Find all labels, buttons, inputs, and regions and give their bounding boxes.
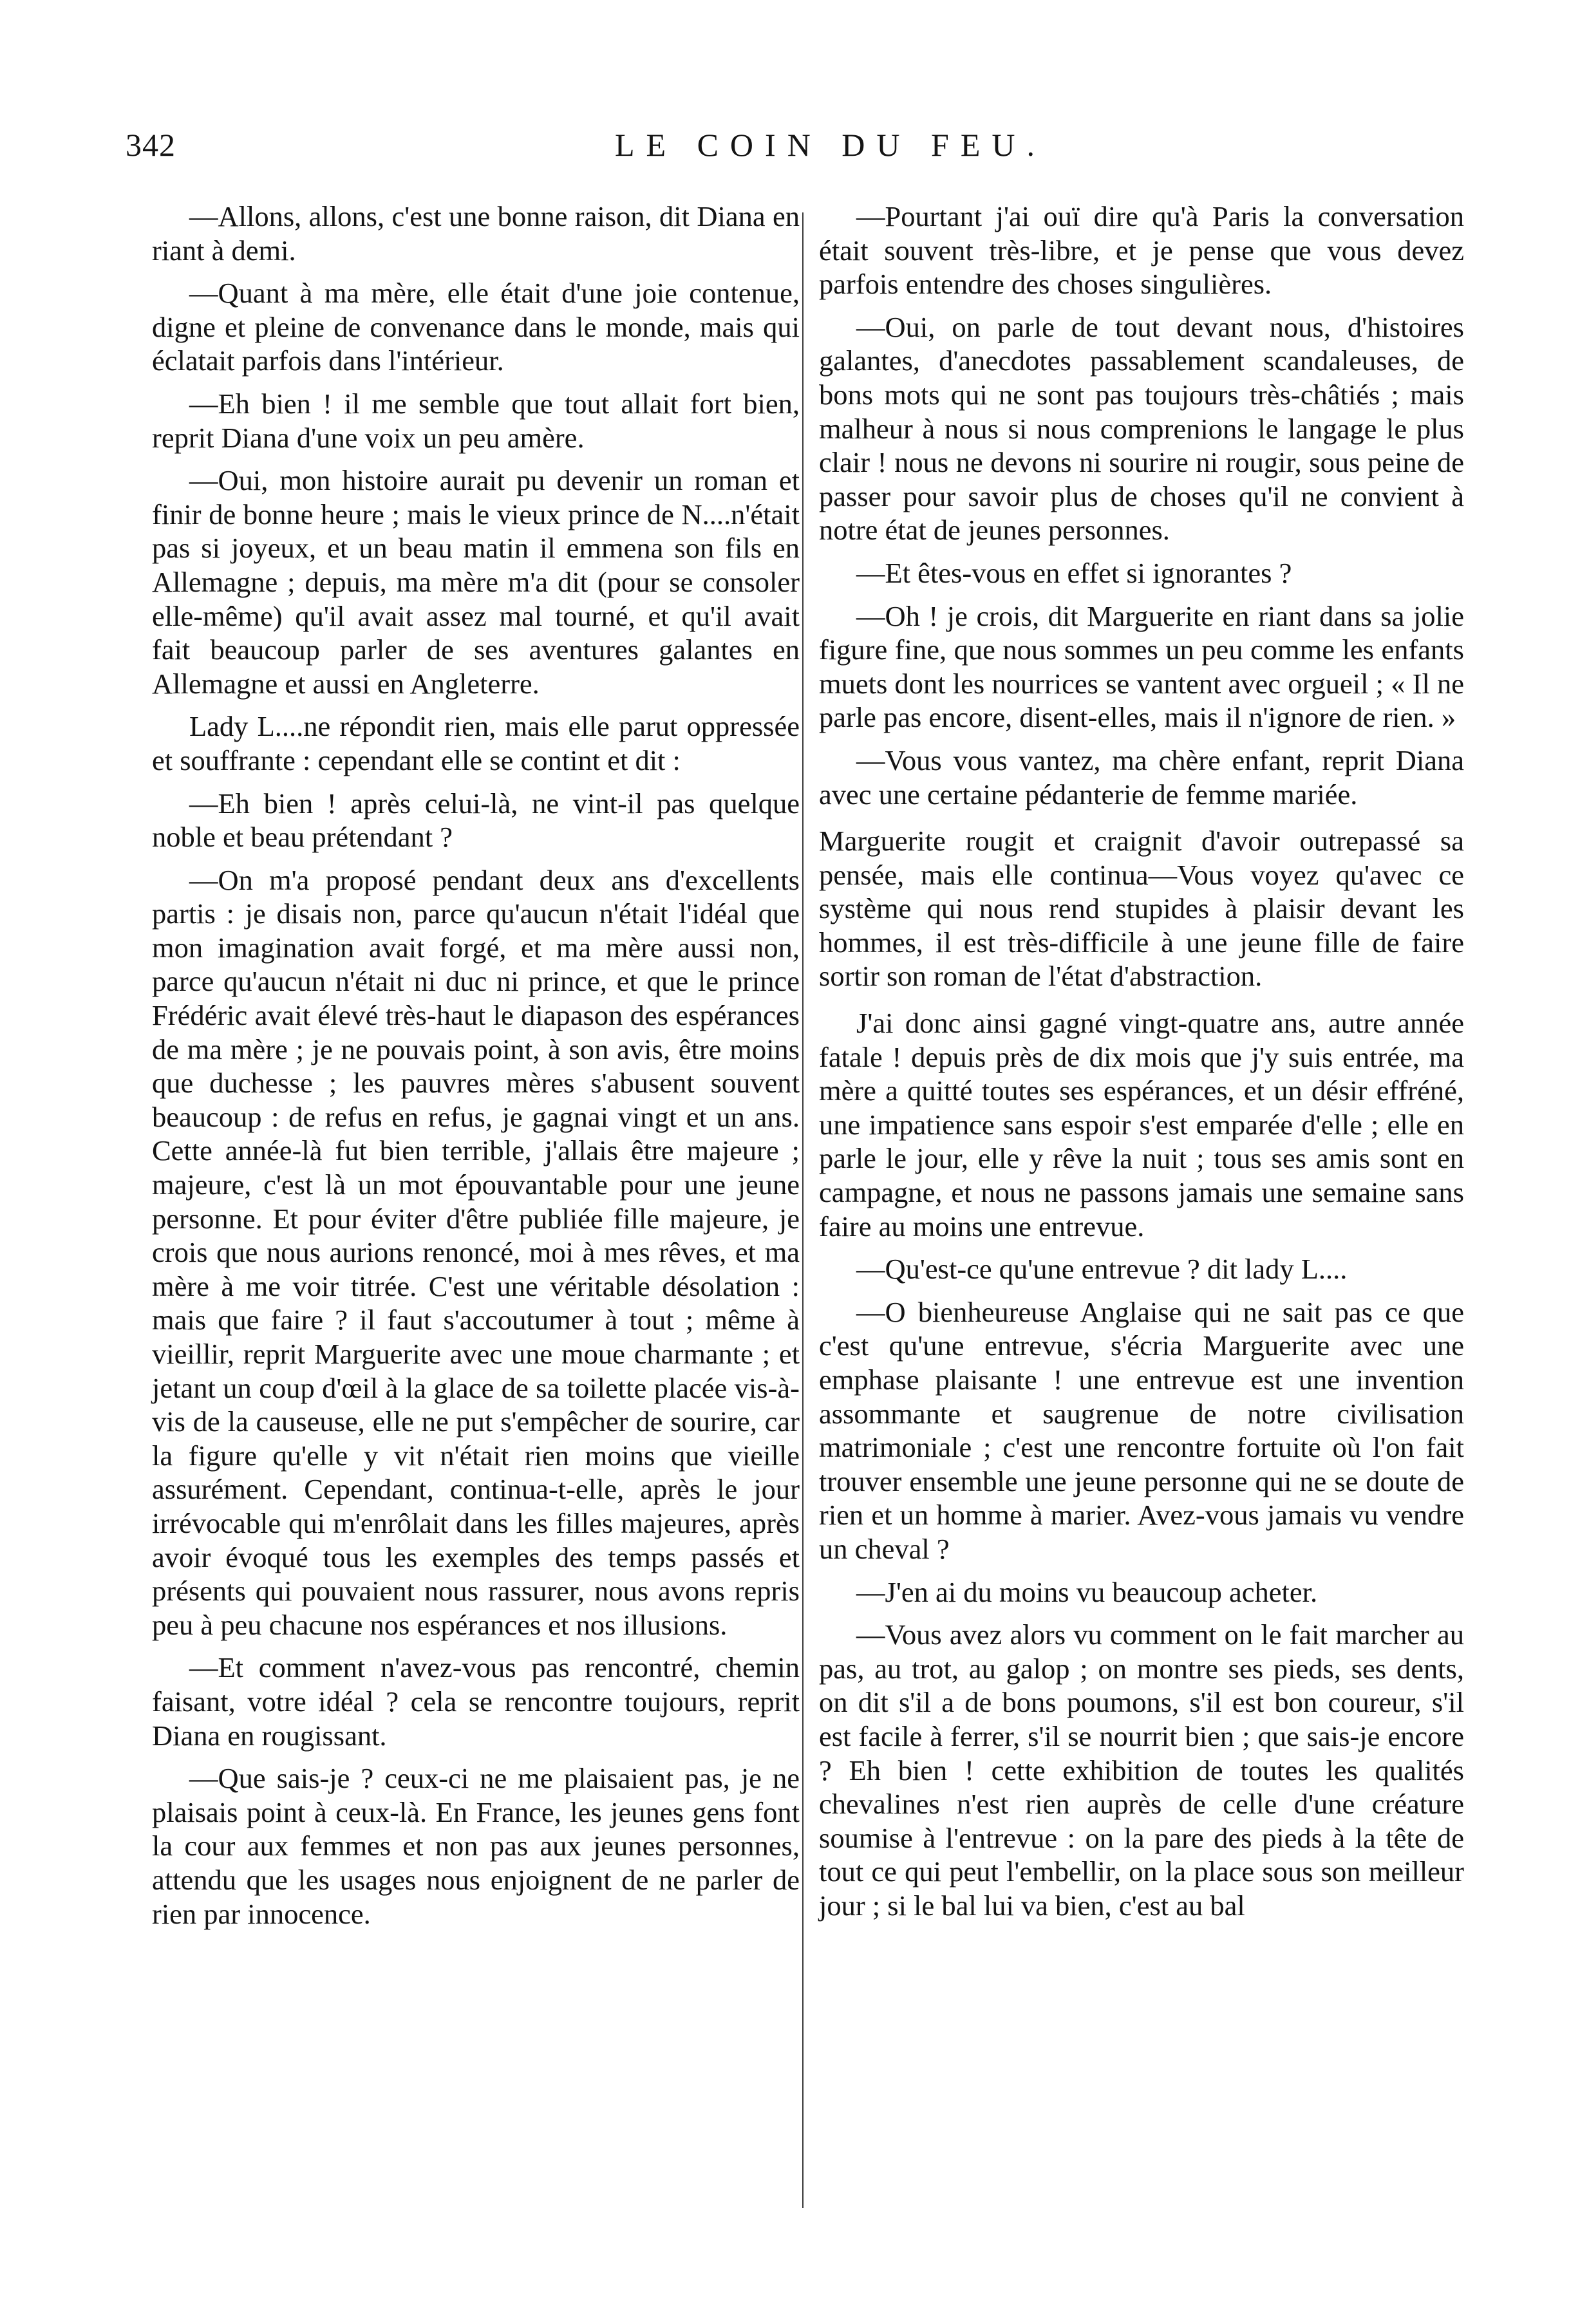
paragraph: —Vous avez alors vu comment on le fait marcher au pas, au trot, au galop ; on montre ses pieds, ses dents, on dit s'il a de bons poumons, s'il est bon coureur, s'il est facile à ferrer, s'il se nourrit bien ; que sais-je encore ? Eh bien ! cette exhibition de toutes les qualités chevalines n'est rien auprès de celle d'une créature soumise à l'entrevue : on la pare des pieds à la tête de tout ce qui peut l'embellir, on la place sous son meilleur jour ; si le bal lui va bien, c'est au bal: [819, 1618, 1464, 1922]
paragraph: —Allons, allons, c'est une bonne raison, dit Diana en riant à demi.: [152, 200, 800, 267]
paragraph: —Eh bien ! après celui-là, ne vint-il pas quelque noble et beau prétendant ?: [152, 787, 800, 854]
right-column: [819, 200, 1464, 1932]
paragraph: Lady L....ne répondit rien, mais elle parut oppressée et souffrante : cependant elle se contint et dit :: [152, 710, 800, 776]
paragraph: —Et comment n'avez-vous pas rencontré, chemin faisant, votre idéal ? cela se rencontre toujours, reprit Diana en rougissant.: [152, 1651, 800, 1752]
paragraph: —Et êtes-vous en effet si ignorantes ?: [856, 556, 1292, 589]
paragraph: —Pourtant j'ai ouï dire qu'à Paris la conversation était souvent très-libre, et je pense que vous devez parfois entendre des choses singulières.: [819, 200, 1464, 301]
page-number: 342: [126, 127, 176, 163]
paragraph: —Vous vous vantez, ma chère enfant, reprit Diana avec une certaine pédanterie de femme mariée.: [819, 744, 1464, 811]
paragraph: —Qu'est-ce qu'une entrevue ? dit lady L....: [856, 1253, 1348, 1286]
paragraph: —Que sais-je ? ceux-ci ne me plaisaient pas, je ne plaisais point à ceux-là. En France, les jeunes gens font la cour aux femmes et non pas aux jeunes personnes, attendu que les usages nous enjoignent de ne parler de rien par innocence.: [152, 1762, 800, 1930]
paragraph: —On m'a proposé pendant deux ans d'excellents partis : je disais non, parce qu'aucun n'était l'idéal que mon imagination avait forgé, et ma mère aussi non, parce qu'aucun n'était ni duc ni prince, et que le prince Frédéric avait élevé très-haut le diapason des espérances de ma mère ; je ne pouvais point, à son avis, être moins que duchesse ; les pauvres mères s'abusent souvent beaucoup : de refus en refus, je gagnai vingt et un ans. Cette année-là fut bien terrible, j'allais être majeure ; majeure, c'est là un mot épouvantable pour une jeune personne. Et pour éviter d'être publiée fille majeure, je crois que nous aurions renoncé, moi à mes rêves, et ma mère à me voir titrée. C'est une véritable désolation : mais que faire ? il faut s'accoutumer à tout ; même à vieillir, reprit Marguerite avec une moue charmante ; et jetant un coup d'œil à la glace de sa toilette placée vis-à-vis de la causeuse, elle ne put s'empêcher de sourire, car la figure qu'elle y vit n'était rien moins que vieille assurément. Cependant, continua-t-elle, après le jour irrévocable qui m'enrôlait dans les filles majeures, après avoir évoqué tous les exemples des temps passés et présents qui pouvaient nous rassurer, nous avons repris peu à peu chacune nos espérances et nos illusions.: [152, 863, 800, 1641]
paragraph: —Oui, mon histoire aurait pu devenir un roman et finir de bonne heure ; mais le vieux prince de N....n'était pas si joyeux, et un beau matin il emmena son fils en Allemagne ; depuis, ma mère m'a dit (pour se consoler elle-même) qu'il avait assez mal tourné, et qu'il avait fait beaucoup parler de ses aventures galantes en Allemagne et aussi en Angleterre.: [152, 464, 800, 700]
paragraph: —Oh ! je crois, dit Marguerite en riant dans sa jolie figure fine, que nous sommes un peu comme les enfants muets dont les nourrices se vantent avec orgueil ; « Il ne parle pas encore, disent-elles, mais il n'ignore de rien. »: [819, 599, 1464, 734]
paragraph: —Oui, on parle de tout devant nous, d'histoires galantes, d'anecdotes passablement scandaleuses, de bons mots qui ne sont pas toujours très-châtiés ; mais malheur à nous si nous comprenions le langage le plus clair ! nous ne devons ni sourire ni rougir, sous peine de passer pour savoir plus de choses qu'il ne convient à notre état de jeunes personnes.: [819, 310, 1464, 547]
running-title: LE COIN DU FEU.: [615, 127, 1046, 163]
left-column: [152, 200, 800, 1940]
paragraph: —Eh bien ! il me semble que tout allait fort bien, reprit Diana d'une voix un peu amère.: [152, 387, 800, 454]
paragraph: J'ai donc ainsi gagné vingt-quatre ans, autre année fatale ! depuis près de dix mois que j'y suis entrée, ma mère a quitté toutes ses espérances, et un désir effréné, une impatience sans espoir s'est emparée d'elle ; elle en parle le jour, elle y rêve la nuit ; tous ses amis sont en campagne, et nous ne passons jamais une semaine sans faire au moins une entrevue.: [819, 1007, 1464, 1242]
paragraph: Marguerite rougit et craignit d'avoir outrepassé sa pensée, mais elle continua—Vous voyez qu'avec ce système qui nous rend stupides à plaisir devant les hommes, il est très-difficile à une jeune fille de faire sortir son roman de l'état d'abstraction.: [819, 825, 1464, 993]
paragraph: —J'en ai du moins vu beaucoup acheter.: [856, 1575, 1318, 1608]
column-divider: [802, 212, 804, 2208]
paragraph: —Quant à ma mère, elle était d'une joie contenue, digne et pleine de convenance dans le monde, mais qui éclatait parfois dans l'intérieur.: [152, 277, 800, 377]
paragraph: —O bienheureuse Anglaise qui ne sait pas ce que c'est qu'une entrevue, s'écria Marguerite avec une emphase plaisante ! une entrevue est une invention assommante et saugrenue de notre civilisation matrimoniale ; c'est une rencontre fortuite où l'on fait trouver ensemble une jeune personne qui ne se doute de rien et un homme à marier. Avez-vous jamais vu vendre un cheval ?: [819, 1295, 1464, 1565]
page-header: [126, 126, 1497, 178]
